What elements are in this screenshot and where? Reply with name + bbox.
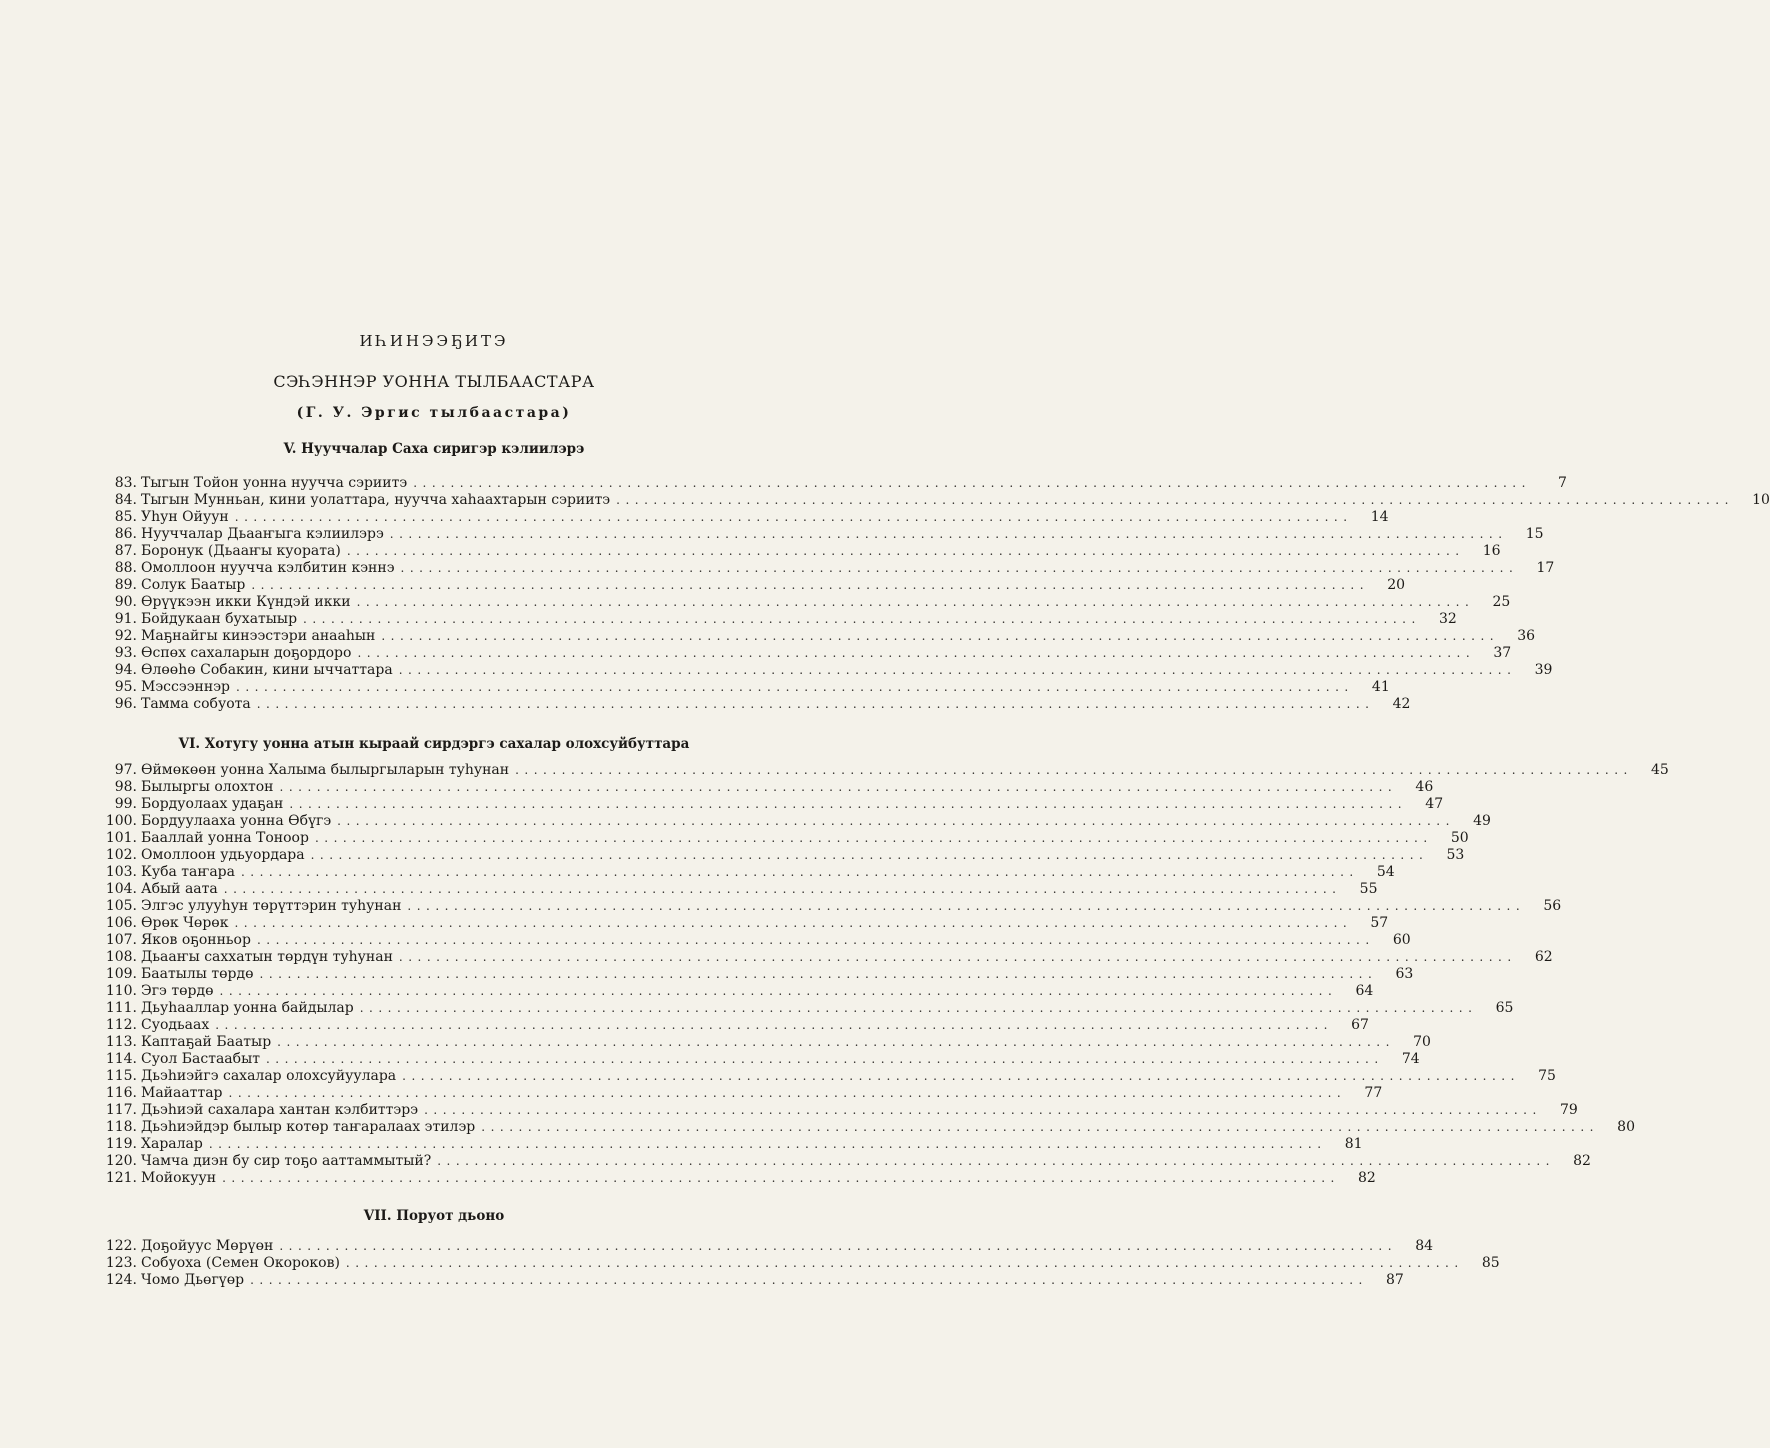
entry-title: Дьэһиэйдэр былыр котөр таҥаралаах этилэр xyxy=(141,1119,476,1135)
toc-entry xyxy=(104,1255,1500,1272)
entry-title: Доҕойуус Мөрүөн xyxy=(141,1238,274,1254)
toc-entry xyxy=(104,932,1411,949)
entry-title: Өрөк Чөрөк xyxy=(141,915,229,931)
toc-list-vii xyxy=(104,1238,1500,1289)
dot-leader: ........................................................................................................................ xyxy=(236,680,1354,694)
entry-number: 83. xyxy=(114,475,137,491)
toc-entry xyxy=(104,983,1374,1000)
entry-page-number: 87 xyxy=(1386,1272,1404,1288)
toc-entry xyxy=(104,645,1512,662)
entry-title: Дьуһааллар уонна байдылар xyxy=(141,1000,354,1016)
toc-entry xyxy=(104,662,1553,679)
entry-title: Бордуолаах удаҕан xyxy=(141,796,284,812)
entry-number: 108. xyxy=(105,949,137,965)
entry-page-number: 47 xyxy=(1425,796,1444,812)
toc-entry xyxy=(104,1119,1635,1136)
entry-page-number: 54 xyxy=(1376,864,1395,880)
toc-entry xyxy=(104,830,1469,847)
entry-title: Суол Бастаабыт xyxy=(141,1051,260,1067)
entry-number: 94. xyxy=(114,662,137,678)
entry-page-number: 25 xyxy=(1492,594,1511,610)
entry-title: Өлөөһө Собакин, кини ыччаттара xyxy=(141,662,393,678)
entry-number: 93. xyxy=(114,645,137,661)
toc-entry xyxy=(104,696,1411,713)
entry-title: Өрүүкээн икки Күндэй икки xyxy=(141,594,351,610)
entry-number: 119. xyxy=(105,1136,137,1152)
entry-title: Куба таҥара xyxy=(141,864,235,880)
entry-number: 120. xyxy=(105,1153,137,1169)
entry-number: 107. xyxy=(105,932,137,948)
toc-entry xyxy=(104,1272,1404,1289)
entry-page-number: 17 xyxy=(1536,560,1555,576)
entry-title: Харалар xyxy=(141,1136,203,1152)
entry-title: Абый аата xyxy=(141,881,218,897)
entry-page-number: 67 xyxy=(1351,1017,1369,1033)
page-heading: ИҺИНЭЭҔИТЭ xyxy=(359,332,509,350)
toc-entry xyxy=(104,1153,1591,1170)
entry-title: Чамча диэн бу сир тоҕо ааттаммытый? xyxy=(141,1153,432,1169)
toc-entry xyxy=(104,881,1378,898)
entry-page-number: 80 xyxy=(1617,1119,1635,1135)
toc-entry xyxy=(104,762,1669,779)
entry-page-number: 74 xyxy=(1401,1051,1420,1067)
toc-entry xyxy=(104,915,1389,932)
toc-entry xyxy=(104,628,1536,645)
toc-entry xyxy=(104,1238,1434,1255)
dot-leader: ........................................................................................................................ xyxy=(251,578,1370,592)
toc-entry xyxy=(104,813,1491,830)
dot-leader: ........................................................................................................................ xyxy=(228,1086,1347,1100)
entry-number: 118. xyxy=(105,1119,137,1135)
entry-title: Элгэс улууһун төрүттэрин туһунан xyxy=(141,898,402,914)
entry-number: 104. xyxy=(105,881,137,897)
dot-leader: ........................................................................................................................ xyxy=(219,984,1338,998)
entry-page-number: 42 xyxy=(1392,696,1411,712)
entry-number: 102. xyxy=(105,847,137,863)
dot-leader: ........................................................................................................................ xyxy=(256,697,1375,711)
entry-page-number: 79 xyxy=(1559,1102,1578,1118)
toc-entry xyxy=(104,611,1457,628)
dot-leader: ........................................................................................................................ xyxy=(398,663,1517,677)
dot-leader: ........................................................................................................................ xyxy=(413,476,1531,490)
toc-list-v xyxy=(104,475,1770,713)
dot-leader: ........................................................................................................................ xyxy=(389,527,1508,541)
entry-page-number: 7 xyxy=(1558,475,1567,491)
dot-leader: ........................................................................................................................ xyxy=(515,763,1633,777)
dot-leader: ........................................................................................................................ xyxy=(222,1171,1340,1185)
dot-leader: ........................................................................................................................ xyxy=(265,1052,1384,1066)
toc-entry xyxy=(104,1136,1363,1153)
toc-entry xyxy=(104,475,1567,492)
entry-page-number: 65 xyxy=(1495,1000,1514,1016)
entry-title: Нууччалар Дьааҥыга кэлиилэрэ xyxy=(141,526,384,542)
entry-page-number: 82 xyxy=(1573,1153,1591,1169)
entry-title: Өспөх сахаларын доҕордоро xyxy=(141,645,352,661)
toc-entry xyxy=(104,1000,1514,1017)
entry-number: 84. xyxy=(114,492,137,508)
dot-leader: ........................................................................................................................ xyxy=(402,1069,1520,1083)
entry-number: 96. xyxy=(114,696,137,712)
toc-entry xyxy=(104,864,1395,881)
entry-title: Собуоха (Семен Окороков) xyxy=(141,1255,340,1271)
entry-title: Баатылы төрдө xyxy=(141,966,254,982)
entry-title: Яков оҕонньор xyxy=(141,932,251,948)
dot-leader: ........................................................................................................................ xyxy=(208,1137,1327,1151)
entry-title: Чомо Дьөгүөр xyxy=(141,1272,245,1288)
toc-entry xyxy=(104,492,1770,509)
toc-entry xyxy=(104,1068,1556,1085)
section-title-vii: VII. Поруот дьоно xyxy=(363,1208,505,1224)
entry-number: 103. xyxy=(105,864,137,880)
dot-leader: ........................................................................................................................ xyxy=(345,1256,1464,1270)
entry-number: 97. xyxy=(114,762,137,778)
toc-entry xyxy=(104,949,1553,966)
entry-number: 111. xyxy=(105,1000,137,1016)
dot-leader: ........................................................................................................................ xyxy=(234,916,1353,930)
entry-number: 87. xyxy=(114,543,137,559)
entry-page-number: 84 xyxy=(1415,1238,1434,1254)
entry-page-number: 45 xyxy=(1651,762,1669,778)
dot-leader: ........................................................................................................................ xyxy=(303,612,1421,626)
author-line: (Г. У. Эргис тылбаастара) xyxy=(296,405,572,421)
entry-title: Уһун Ойуун xyxy=(141,509,229,525)
entry-number: 124. xyxy=(105,1272,137,1288)
entry-title: Боронук (Дьааҥы куората) xyxy=(141,543,341,559)
toc-entry xyxy=(104,1170,1376,1187)
dot-leader: ........................................................................................................................ xyxy=(223,882,1342,896)
entry-title: Мойокуун xyxy=(141,1170,217,1186)
dot-leader: ........................................................................................................................ xyxy=(381,629,1500,643)
entry-number: 91. xyxy=(114,611,137,627)
entry-title: Омоллоон удьуордара xyxy=(141,847,305,863)
dot-leader: ........................................................................................................................ xyxy=(398,950,1517,964)
dot-leader: ........................................................................................................................ xyxy=(616,493,1734,507)
toc-entry xyxy=(104,594,1511,611)
entry-page-number: 56 xyxy=(1543,898,1562,914)
dot-leader: ........................................................................................................................ xyxy=(277,1035,1395,1049)
dot-leader: ........................................................................................................................ xyxy=(400,561,1519,575)
entry-title: Дьэһиэй сахалара хантан кэлбиттэрэ xyxy=(141,1102,419,1118)
dot-leader: ........................................................................................................................ xyxy=(314,831,1433,845)
entry-number: 112. xyxy=(105,1017,137,1033)
dot-leader: ........................................................................................................................ xyxy=(357,646,1476,660)
entry-page-number: 70 xyxy=(1413,1034,1431,1050)
toc-entry xyxy=(104,1102,1578,1119)
toc-entry xyxy=(104,526,1544,543)
entry-title: Омоллоон нуучча кэлбитин кэннэ xyxy=(141,560,395,576)
toc-entry xyxy=(104,966,1414,983)
entry-number: 98. xyxy=(114,779,137,795)
entry-page-number: 77 xyxy=(1364,1085,1383,1101)
entry-number: 109. xyxy=(105,966,137,982)
toc-entry xyxy=(104,779,1434,796)
dot-leader: ........................................................................................................................ xyxy=(279,1239,1398,1253)
dot-leader: ........................................................................................................................ xyxy=(279,780,1398,794)
entry-title: Солук Баатыр xyxy=(141,577,246,593)
entry-page-number: 10 xyxy=(1752,492,1770,508)
dot-leader: ........................................................................................................................ xyxy=(337,814,1455,828)
entry-title: Суодьаах xyxy=(141,1017,210,1033)
entry-page-number: 41 xyxy=(1371,679,1390,695)
entry-page-number: 46 xyxy=(1415,779,1434,795)
dot-leader: ........................................................................................................................ xyxy=(481,1120,1599,1134)
entry-page-number: 36 xyxy=(1517,628,1536,644)
entry-title: Мэссээннэр xyxy=(141,679,231,695)
entry-page-number: 57 xyxy=(1370,915,1389,931)
entry-page-number: 16 xyxy=(1482,543,1501,559)
dot-leader: ........................................................................................................................ xyxy=(259,967,1378,981)
dot-leader: ........................................................................................................................ xyxy=(407,899,1526,913)
entry-number: 100. xyxy=(105,813,137,829)
entry-number: 117. xyxy=(105,1102,137,1118)
entry-number: 113. xyxy=(105,1034,137,1050)
entry-title: Тамма собуота xyxy=(141,696,251,712)
dot-leader: ........................................................................................................................ xyxy=(359,1001,1478,1015)
entry-title: Бордуулааха уонна Өбүгэ xyxy=(141,813,332,829)
entry-number: 101. xyxy=(105,830,137,846)
entry-number: 99. xyxy=(114,796,137,812)
entry-page-number: 75 xyxy=(1538,1068,1556,1084)
toc-list-vi xyxy=(104,762,1669,1187)
entry-number: 123. xyxy=(105,1255,137,1271)
entry-page-number: 62 xyxy=(1534,949,1553,965)
dot-leader: ........................................................................................................................ xyxy=(240,865,1359,879)
dot-leader: ........................................................................................................................ xyxy=(346,544,1465,558)
entry-number: 115. xyxy=(105,1068,137,1084)
entry-page-number: 15 xyxy=(1525,526,1544,542)
entry-number: 121. xyxy=(105,1170,137,1186)
entry-number: 105. xyxy=(105,898,137,914)
entry-title: Майааттар xyxy=(141,1085,223,1101)
dot-leader: ........................................................................................................................ xyxy=(356,595,1475,609)
entry-number: 106. xyxy=(105,915,137,931)
entry-page-number: 55 xyxy=(1359,881,1378,897)
dot-leader: ........................................................................................................................ xyxy=(437,1154,1555,1168)
toc-entry xyxy=(104,560,1555,577)
entry-number: 116. xyxy=(105,1085,137,1101)
entry-title: Өймөкөөн уонна Халыма былыргыларын туһунан xyxy=(141,762,510,778)
entry-page-number: 14 xyxy=(1370,509,1389,525)
toc-entry xyxy=(104,847,1465,864)
entry-number: 122. xyxy=(105,1238,137,1254)
entry-title: Эгэ төрдө xyxy=(141,983,214,999)
entry-number: 114. xyxy=(105,1051,137,1067)
section-title-v: V. Нууччалар Саха сиригэр кэлиилэрэ xyxy=(283,441,585,457)
toc-entry xyxy=(104,1017,1369,1034)
dot-leader: ........................................................................................................................ xyxy=(289,797,1408,811)
section-heading: СЭҺЭННЭР УОННА ТЫЛБААСТАРА xyxy=(273,372,595,391)
entry-number: 89. xyxy=(114,577,137,593)
section-title-vi: VI. Хотугу уонна атын кыраай сирдэргэ сахалар олохсуйбуттара xyxy=(178,736,690,752)
toc-entry xyxy=(104,1051,1420,1068)
dot-leader: ........................................................................................................................ xyxy=(256,933,1375,947)
entry-number: 85. xyxy=(114,509,137,525)
dot-leader: ........................................................................................................................ xyxy=(250,1273,1368,1287)
toc-entry xyxy=(104,898,1562,915)
entry-title: Дьааҥы саххатын төрдүн туһунан xyxy=(141,949,393,965)
toc-entry xyxy=(104,679,1390,696)
entry-page-number: 49 xyxy=(1473,813,1491,829)
entry-title: Тыгын Тойон уонна нуучча сэриитэ xyxy=(141,475,408,491)
entry-number: 86. xyxy=(114,526,137,542)
entry-title: Маҕнайгы кинээстэри анааһын xyxy=(141,628,376,644)
toc-entry xyxy=(104,543,1501,560)
entry-title: Тыгын Мунньан, кини уолаттара, нуучча хаһаахтарын сэриитэ xyxy=(141,492,611,508)
entry-page-number: 63 xyxy=(1395,966,1414,982)
entry-page-number: 50 xyxy=(1450,830,1469,846)
entry-page-number: 37 xyxy=(1493,645,1512,661)
entry-page-number: 85 xyxy=(1481,1255,1500,1271)
entry-number: 110. xyxy=(105,983,137,999)
entry-page-number: 20 xyxy=(1387,577,1406,593)
entry-page-number: 39 xyxy=(1534,662,1553,678)
entry-page-number: 82 xyxy=(1358,1170,1376,1186)
entry-number: 92. xyxy=(114,628,137,644)
entry-title: Бааллай уонна Тоноор xyxy=(141,830,309,846)
toc-entry xyxy=(104,1085,1383,1102)
entry-number: 95. xyxy=(114,679,137,695)
entry-title: Дьэһиэйгэ сахалар олохсуйуулара xyxy=(141,1068,397,1084)
dot-leader: ........................................................................................................................ xyxy=(234,510,1353,524)
toc-entry xyxy=(104,796,1444,813)
dot-leader: ........................................................................................................................ xyxy=(310,848,1429,862)
toc-entry xyxy=(104,1034,1431,1051)
entry-title: Былыргы олохтон xyxy=(141,779,274,795)
entry-page-number: 60 xyxy=(1392,932,1411,948)
entry-page-number: 64 xyxy=(1355,983,1374,999)
entry-page-number: 32 xyxy=(1438,611,1457,627)
dot-leader: ........................................................................................................................ xyxy=(424,1103,1542,1117)
entry-title: Бойдукаан бухатыыр xyxy=(141,611,298,627)
entry-number: 88. xyxy=(114,560,137,576)
toc-entry xyxy=(104,577,1406,594)
entry-title: Каптаҕай Баатыр xyxy=(141,1034,272,1050)
entry-page-number: 53 xyxy=(1446,847,1465,863)
dot-leader: ........................................................................................................................ xyxy=(215,1018,1333,1032)
entry-page-number: 81 xyxy=(1344,1136,1363,1152)
toc-entry xyxy=(104,509,1389,526)
entry-number: 90. xyxy=(114,594,137,610)
